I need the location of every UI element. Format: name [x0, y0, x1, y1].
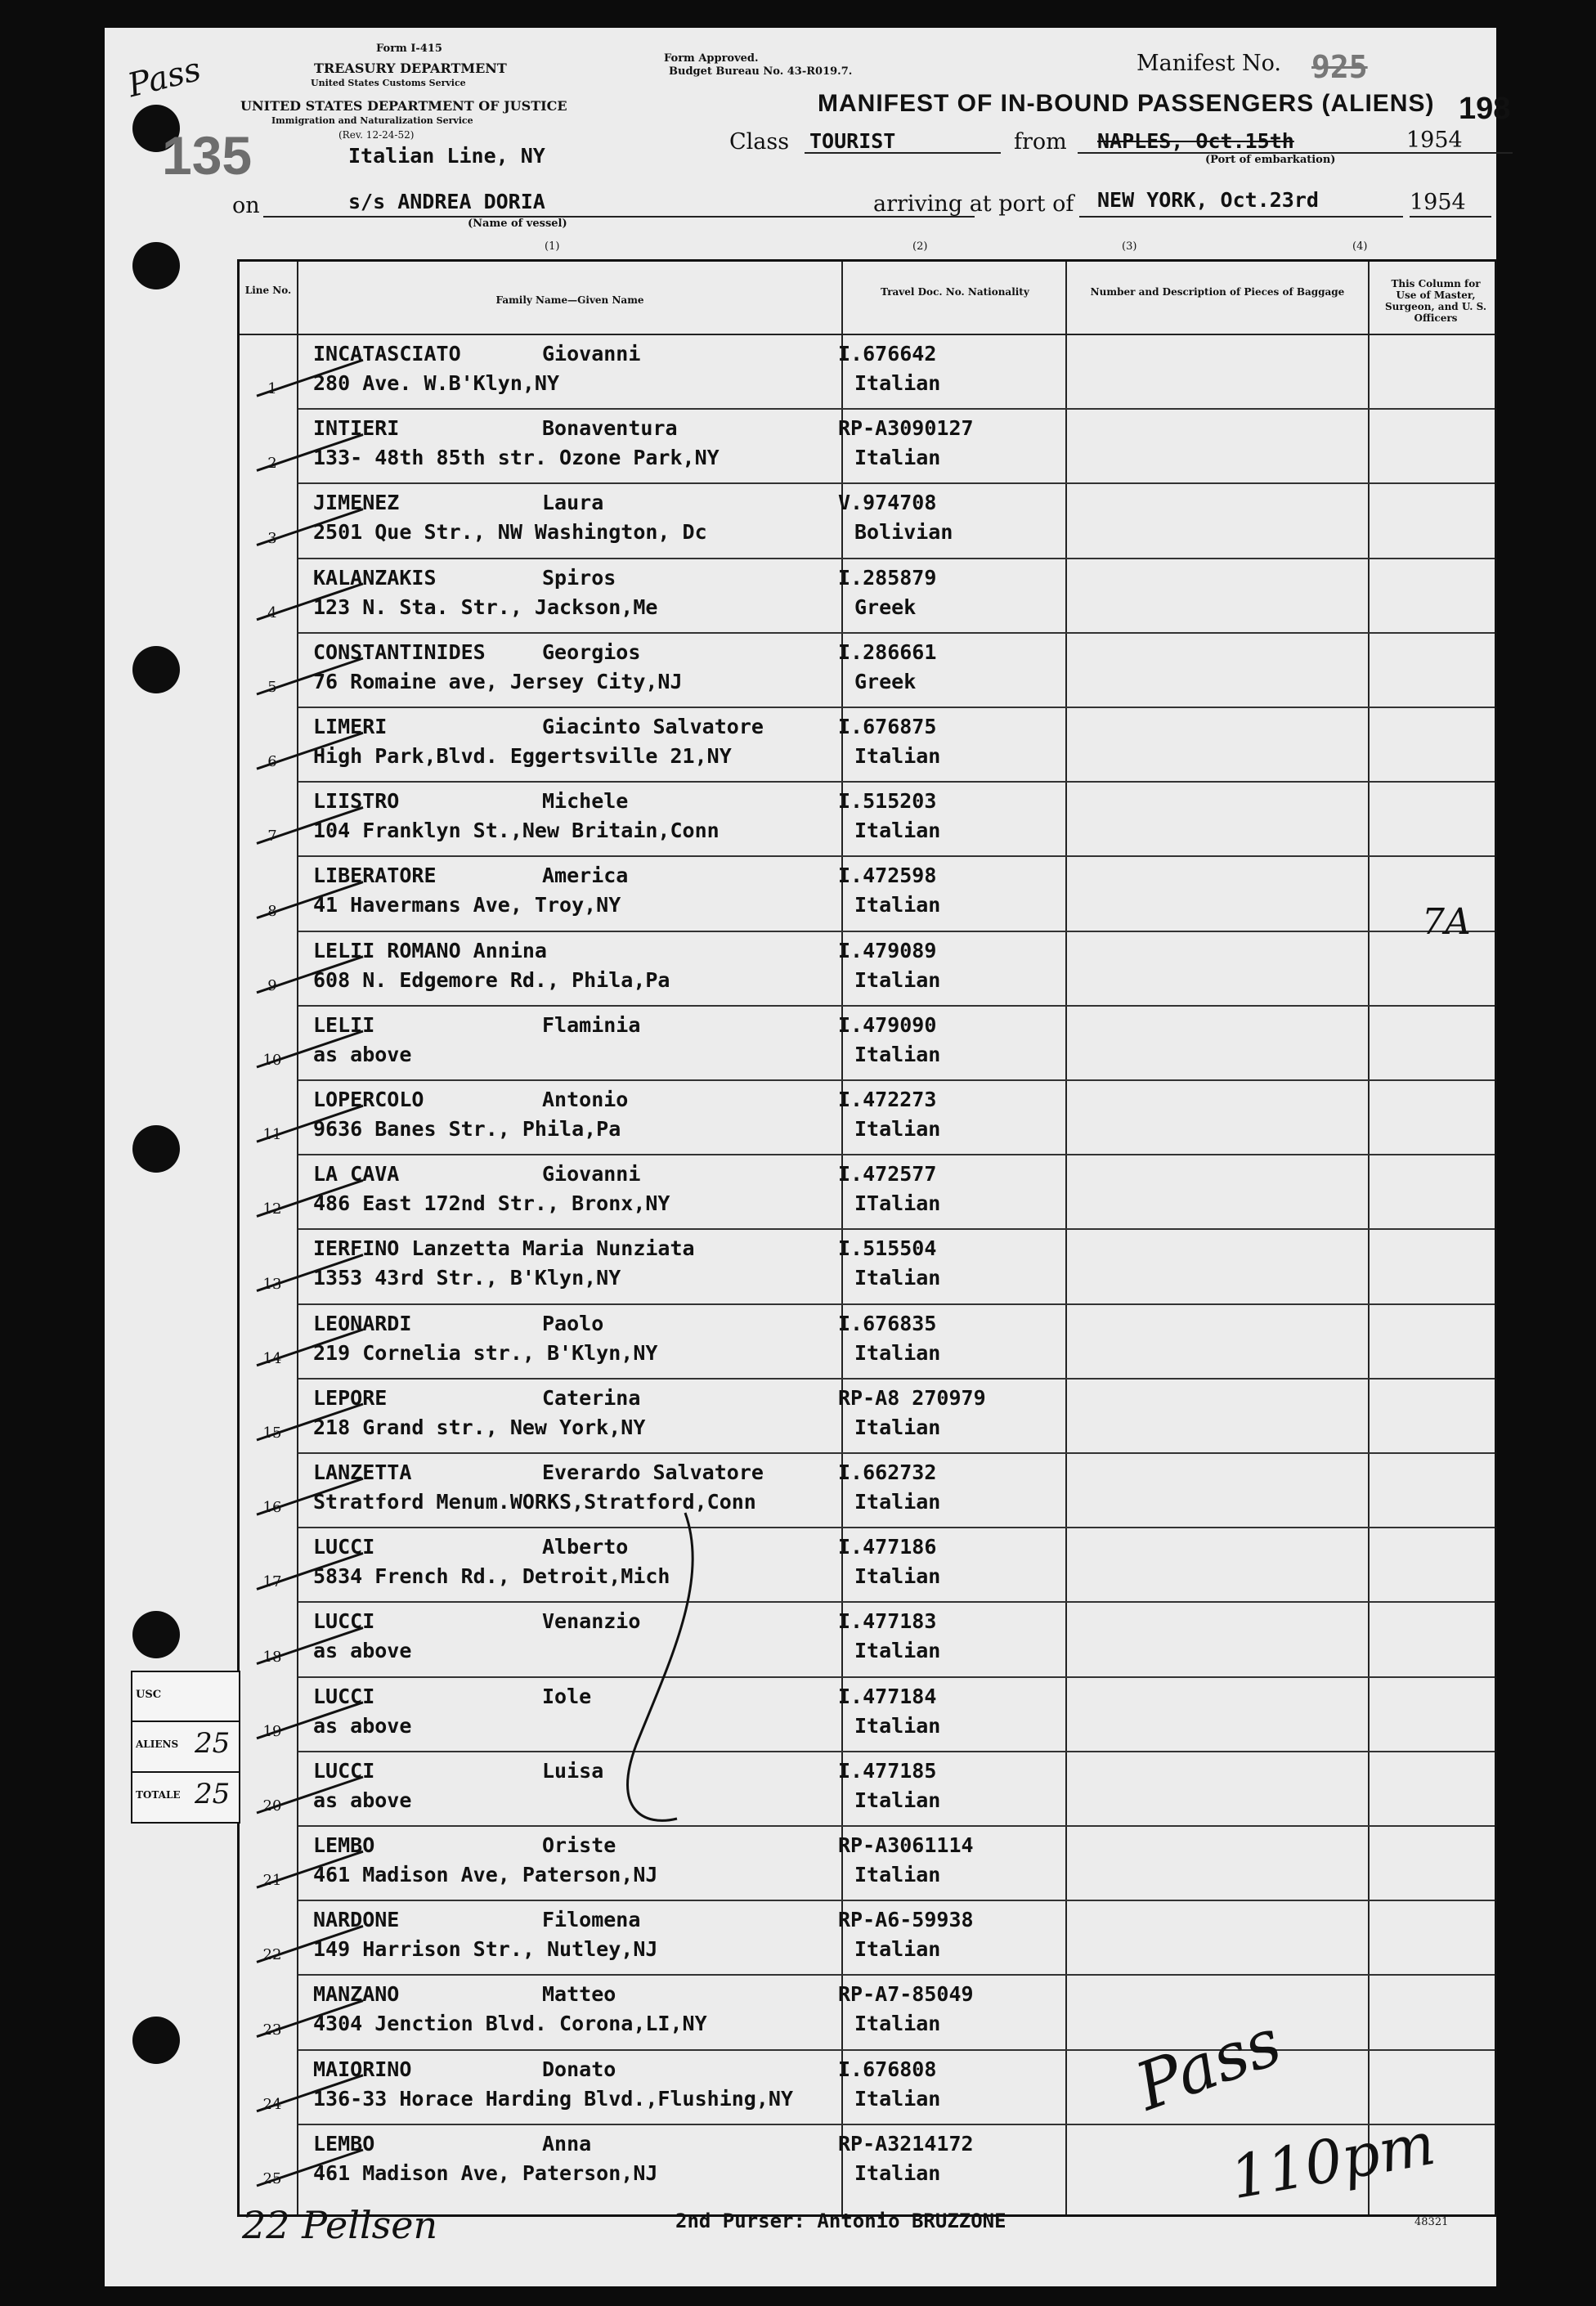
table-row	[240, 1005, 1495, 1079]
family-name: NARDONE	[313, 1908, 400, 1932]
nationality: Italian	[854, 893, 941, 917]
passenger-table	[237, 259, 1497, 2217]
table-row	[240, 1825, 1495, 1900]
travel-doc-no: I.472598	[838, 864, 937, 888]
nationality: Italian	[854, 1042, 941, 1066]
budget-bureau: Budget Bureau No. 43-R019.7.	[669, 65, 853, 78]
table-row	[240, 1900, 1495, 1974]
line-number: 24	[262, 2095, 282, 2113]
family-name: LELII	[313, 1012, 375, 1037]
form-approved: Form Approved.	[664, 52, 759, 65]
address: 5834 French Rd., Detroit,Mich	[313, 1564, 670, 1589]
family-name: LIBERATORE	[313, 864, 437, 888]
line-number: 10	[262, 1051, 282, 1069]
travel-doc-no: I.477186	[838, 1535, 937, 1559]
punch-hole	[132, 1125, 180, 1173]
travel-doc-no: I.662732	[838, 1460, 937, 1484]
table-row	[240, 482, 1495, 557]
travel-doc-no: I.285879	[838, 565, 937, 590]
family-name: MAIORINO	[313, 2057, 412, 2081]
given-name: Michele	[542, 789, 629, 814]
travel-doc-no: I.676835	[838, 1311, 937, 1335]
nationality: Italian	[854, 1266, 941, 1290]
nationality: Greek	[854, 669, 917, 693]
line-number: 9	[267, 976, 277, 994]
nationality: Bolivian	[854, 520, 953, 545]
travel-doc-no: RP-A3061114	[838, 1833, 974, 1857]
travel-doc-no: RP-A7-85049	[838, 1982, 974, 2007]
travel-doc-no: I.477184	[838, 1684, 937, 1708]
nationality: Italian	[854, 1863, 941, 1887]
given-name: Giovanni	[542, 1162, 641, 1187]
nationality: Italian	[854, 1117, 941, 1141]
nationality: Italian	[854, 1713, 941, 1738]
officer-mark: 7A	[1422, 901, 1471, 943]
nationality: Italian	[854, 819, 941, 843]
given-name: Bonaventura	[542, 416, 678, 441]
address: as above	[313, 1042, 412, 1066]
nationality: Italian	[854, 1788, 941, 1812]
travel-doc-no: I.515504	[838, 1236, 937, 1261]
year-2: 1954	[1410, 190, 1466, 215]
vessel-name: s/s ANDREA DORIA	[348, 190, 545, 213]
given-name: Paolo	[542, 1311, 604, 1335]
travel-doc-no: RP-A3090127	[838, 416, 974, 441]
given-name: Oriste	[542, 1833, 616, 1857]
on-label: on	[232, 193, 260, 218]
class-value: TOURIST	[809, 129, 896, 153]
address: 133- 48th 85th str. Ozone Park,NY	[313, 446, 720, 470]
table-row	[240, 1079, 1495, 1154]
given-name: Anna	[542, 2131, 592, 2156]
family-name: LIISTRO	[313, 789, 400, 814]
line-number: 2	[267, 455, 277, 473]
nationality: Italian	[854, 371, 941, 395]
port-note: (Port of embarkation)	[1205, 154, 1336, 166]
line-number: 18	[262, 1648, 282, 1666]
address: 608 N. Edgemore Rd., Phila,Pa	[313, 967, 670, 992]
handwritten-bottom-left: 22 Pellsen	[242, 2203, 438, 2247]
form-code: 48321	[1414, 2216, 1449, 2228]
line-number: 17	[262, 1573, 282, 1591]
family-name: MANZANO	[313, 1982, 400, 2007]
family-name: LUCCI	[313, 1609, 375, 1634]
year-1: 1954	[1406, 128, 1463, 153]
given-name: Georgios	[542, 639, 641, 664]
address: 486 East 172nd Str., Bronx,NY	[313, 1191, 670, 1216]
travel-doc-no: I.477183	[838, 1609, 937, 1634]
col-num-2: (2)	[912, 240, 928, 253]
table-row	[240, 707, 1495, 781]
ins-service: Immigration and Naturalization Service	[271, 115, 473, 126]
family-name: LOPERCOLO	[313, 1088, 424, 1111]
col-officers: This Column for Use of Master, Surgeon, and U. S. Officers	[1384, 278, 1487, 324]
family-name: JIMENEZ	[313, 491, 400, 515]
nationality: Italian	[854, 1564, 941, 1589]
family-name: CONSTANTINIDES	[313, 639, 486, 664]
address: as above	[313, 1788, 412, 1812]
family-name: LANZETTA	[313, 1460, 412, 1484]
address: 280 Ave. W.B'Klyn,NY	[313, 371, 560, 395]
table-row	[240, 1751, 1495, 1825]
line-number: 5	[267, 678, 277, 696]
address: 149 Harrison Str., Nutley,NJ	[313, 1937, 658, 1962]
handwritten-pass: Pass	[123, 50, 205, 105]
given-name: Matteo	[542, 1982, 616, 2007]
col-num-4: (4)	[1352, 240, 1368, 253]
nationality: Italian	[854, 744, 941, 768]
family-name: INCATASCIATO	[313, 342, 461, 366]
table-row	[240, 1527, 1495, 1601]
col-line-no: Line No.	[244, 285, 292, 296]
given-name: Donato	[542, 2057, 616, 2081]
travel-doc-no: I.676875	[838, 715, 937, 738]
nationality: Italian	[854, 1415, 941, 1439]
given-name: Antonio	[542, 1088, 629, 1111]
table-row	[240, 855, 1495, 930]
travel-doc-no: I.479089	[838, 938, 937, 962]
family-name: LELII ROMANO Annina	[313, 938, 547, 962]
family-name: LUCCI	[313, 1535, 375, 1559]
given-name: Flaminia	[542, 1012, 641, 1037]
col-num-1: (1)	[545, 240, 560, 253]
travel-doc-no: RP-A6-59938	[838, 1908, 974, 1932]
travel-doc-no: I.472273	[838, 1088, 937, 1111]
travel-doc-no: I.477185	[838, 1758, 937, 1783]
family-name: LEONARDI	[313, 1311, 412, 1335]
line-number: 1	[267, 380, 277, 398]
table-row	[240, 558, 1495, 632]
col-baggage: Number and Description of Pieces of Baggage	[1090, 286, 1345, 298]
punch-hole	[132, 646, 180, 693]
manifest-no: 925	[1311, 49, 1368, 85]
table-row	[240, 1303, 1495, 1378]
form-number: Form I-415	[376, 43, 442, 55]
given-name: Giacinto Salvatore	[542, 715, 764, 738]
line-number: 7	[267, 828, 277, 846]
justice-dept: UNITED STATES DEPARTMENT OF JUSTICE	[240, 98, 567, 114]
travel-doc-no: I.286661	[838, 639, 937, 664]
manifest-sheet	[105, 28, 1511, 2286]
given-name: Filomena	[542, 1908, 641, 1932]
col-name: Family Name—Given Name	[495, 294, 644, 306]
table-row	[240, 632, 1495, 707]
family-name: LEMBO	[313, 1833, 375, 1857]
family-name: LUCCI	[313, 1758, 375, 1783]
travel-doc-no: I.515203	[838, 789, 937, 814]
line-number: 22	[262, 1946, 282, 1964]
stamp-number: 135	[162, 125, 253, 186]
line-number: 8	[267, 902, 277, 920]
punch-hole	[132, 242, 180, 289]
revision: (Rev. 12-24-52)	[338, 129, 415, 141]
col-num-3: (3)	[1122, 240, 1137, 253]
table-row	[240, 1228, 1495, 1303]
travel-doc-no: I.479090	[838, 1012, 937, 1037]
nationality: Italian	[854, 1340, 941, 1365]
nationality: Italian	[854, 1490, 941, 1514]
punch-hole	[132, 1611, 180, 1658]
line-number: 21	[262, 1872, 282, 1890]
nationality: Italian	[854, 1639, 941, 1663]
address: Stratford Menum.WORKS,Stratford,Conn	[313, 1490, 756, 1514]
family-name: LEPORE	[313, 1385, 388, 1410]
line-number: 20	[262, 1797, 282, 1815]
address: 1353 43rd Str., B'Klyn,NY	[313, 1266, 621, 1290]
given-name: Caterina	[542, 1385, 641, 1410]
address: 41 Havermans Ave, Troy,NY	[313, 893, 621, 917]
vessel-note: (Name of vessel)	[468, 218, 567, 230]
nationality: Italian	[854, 446, 941, 470]
nationality: Italian	[854, 1937, 941, 1962]
stamp-aliens: ALIENS 25	[131, 1721, 240, 1773]
table-row	[240, 1601, 1495, 1676]
table-row	[240, 1974, 1495, 2048]
given-name: Giovanni	[542, 342, 641, 366]
table-row	[240, 931, 1495, 1005]
shipping-line: Italian Line, NY	[348, 144, 545, 168]
address: High Park,Blvd. Eggertsville 21,NY	[313, 744, 732, 768]
manifest-title: MANIFEST OF IN-BOUND PASSENGERS (ALIENS)	[818, 90, 1435, 117]
table-row	[240, 781, 1495, 855]
stamp-totale: TOTALE 25	[131, 1771, 240, 1824]
arriving-label: arriving at port of	[873, 191, 1074, 217]
address: 9636 Banes Str., Phila,Pa	[313, 1117, 621, 1141]
table-row	[240, 1676, 1495, 1751]
line-number: 3	[267, 529, 277, 547]
given-name: Everardo Salvatore	[542, 1460, 764, 1484]
family-name: LEMBO	[313, 2131, 375, 2156]
from-label: from	[1014, 129, 1067, 155]
given-name: Laura	[542, 491, 604, 515]
address: 219 Cornelia str., B'Klyn,NY	[313, 1340, 658, 1365]
family-name: INTIERI	[313, 416, 400, 441]
line-number: 23	[262, 2021, 282, 2039]
nationality: ITalian	[854, 1191, 941, 1216]
address: 218 Grand str., New York,NY	[313, 1415, 646, 1439]
customs-service: United States Customs Service	[311, 78, 466, 88]
table-row	[240, 1452, 1495, 1527]
given-name: America	[542, 864, 629, 888]
family-name: IERFINO Lanzetta Maria Nunziata	[313, 1236, 695, 1261]
family-name: LA CAVA	[313, 1162, 400, 1187]
address: 461 Madison Ave, Paterson,NJ	[313, 2160, 658, 2185]
signature-pass: Pass	[1126, 2003, 1291, 2125]
line-number: 15	[262, 1424, 282, 1442]
signature-time: 110pm	[1225, 2108, 1441, 2213]
given-name: Venanzio	[542, 1609, 641, 1634]
purser: 2nd Purser: Antonio BRUZZONE	[675, 2210, 1006, 2232]
nationality: Italian	[854, 2012, 941, 2036]
given-name: Luisa	[542, 1758, 604, 1783]
travel-doc-no: I.676808	[838, 2057, 937, 2081]
line-number: 11	[262, 1126, 282, 1144]
arriving-value: NEW YORK, Oct.23rd	[1097, 188, 1319, 212]
address: 76 Romaine ave, Jersey City,NJ	[313, 669, 683, 693]
address: 123 N. Sta. Str., Jackson,Me	[313, 594, 658, 619]
address: 461 Madison Ave, Paterson,NJ	[313, 1863, 658, 1887]
punch-hole	[132, 2017, 180, 2064]
line-number: 6	[267, 753, 277, 771]
nationality: Italian	[854, 2160, 941, 2185]
given-name: Iole	[542, 1684, 592, 1708]
travel-doc-no: RP-A8 270979	[838, 1385, 986, 1410]
table-row	[240, 1378, 1495, 1452]
travel-doc-no: RP-A3214172	[838, 2131, 974, 2156]
treasury-dept: TREASURY DEPARTMENT	[314, 61, 507, 76]
family-name: LUCCI	[313, 1684, 375, 1708]
line-number: 19	[262, 1722, 282, 1740]
from-value: NAPLES, Oct.15th	[1097, 129, 1294, 153]
family-name: KALANZAKIS	[313, 565, 437, 590]
address: as above	[313, 1713, 412, 1738]
nationality: Greek	[854, 594, 917, 619]
nationality: Italian	[854, 967, 941, 992]
table-row	[240, 334, 1495, 408]
line-number: 16	[262, 1499, 282, 1517]
class-label: Class	[729, 129, 790, 155]
given-name: Spiros	[542, 565, 616, 590]
address: 2501 Que Str., NW Washington, Dc	[313, 520, 707, 545]
address: as above	[313, 1639, 412, 1663]
travel-doc-no: I.676642	[838, 342, 937, 366]
address: 136-33 Horace Harding Blvd.,Flushing,NY	[313, 2086, 793, 2111]
given-name: Alberto	[542, 1535, 629, 1559]
family-name: LIMERI	[313, 715, 388, 738]
table-row	[240, 1154, 1495, 1228]
line-number: 4	[267, 603, 277, 621]
line-number: 13	[262, 1275, 282, 1293]
line-number: 25	[262, 2169, 282, 2187]
page-number: 198	[1459, 92, 1511, 126]
line-number: 12	[262, 1200, 282, 1218]
travel-doc-no: I.472577	[838, 1162, 937, 1187]
table-row	[240, 408, 1495, 482]
address: 4304 Jenction Blvd. Corona,LI,NY	[313, 2012, 707, 2036]
line-number: 14	[262, 1349, 282, 1367]
address: 104 Franklyn St.,New Britain,Conn	[313, 819, 720, 843]
stamp-usc: USC	[131, 1671, 240, 1723]
travel-doc-no: V.974708	[838, 491, 937, 515]
nationality: Italian	[854, 2086, 941, 2111]
table-row	[240, 2049, 1495, 2124]
col-travel-doc: Travel Doc. No. Nationality	[881, 286, 1029, 298]
manifest-no-label: Manifest No.	[1136, 51, 1282, 76]
